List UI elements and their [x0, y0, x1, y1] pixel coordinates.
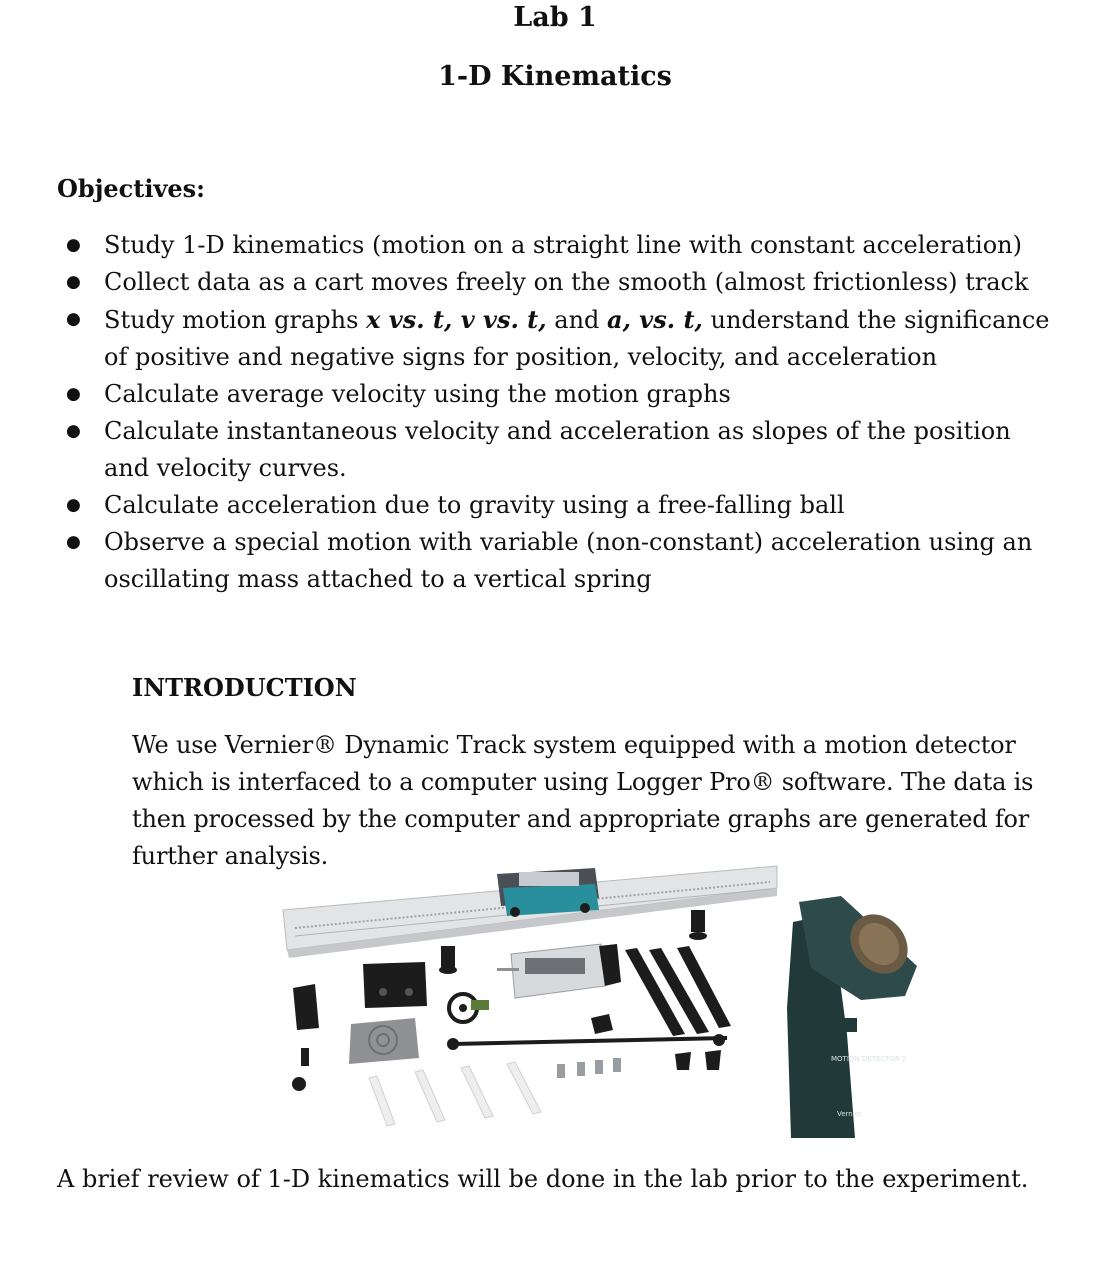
cart-on-track: [497, 868, 599, 917]
bullet-icon: ●: [66, 532, 81, 552]
objective-text: Calculate acceleration due to gravity using a free-falling ball: [104, 491, 845, 519]
bullet-icon: ●: [66, 421, 81, 441]
objective-item: [0, 487, 1060, 524]
objective-item: [0, 301, 1060, 376]
bullet-icon: ●: [66, 384, 81, 404]
objective-text: Study motion graphs: [104, 306, 367, 334]
objective-text: Collect data as a cart moves freely on the smooth (almost frictionless) track: [104, 268, 1029, 296]
bullet-icon: ●: [66, 309, 81, 329]
objective-item: [0, 376, 1060, 413]
objective-emphasis: a, vs. t,: [607, 305, 703, 334]
objective-item: [0, 413, 1060, 487]
objective-text: Observe a special motion with variable (non-constant) acceleration using an oscillating mass attached to a vertical spring: [104, 528, 1033, 593]
objectives-heading: Objectives:: [57, 174, 206, 203]
equipment-illustration: [265, 858, 925, 1144]
bullet-icon: ●: [66, 495, 81, 515]
bullet-icon: ●: [66, 272, 81, 292]
detector-brand: Vernier: [837, 1110, 862, 1118]
objective-item: [0, 264, 1060, 301]
pulley-wheel: [449, 994, 489, 1022]
white-dowels: [369, 1062, 541, 1126]
objective-text: understand the significance of positive and negative signs for position, velocity, and acceleration: [104, 306, 1050, 371]
bullet-icon: ●: [66, 235, 81, 255]
equipment-figure: [265, 858, 925, 1144]
target-plate: [349, 1018, 419, 1064]
page-title: 1-D Kinematics: [438, 61, 672, 92]
objective-text: Study 1-D kinematics (motion on a straight line with constant acceleration): [104, 231, 1022, 259]
lab-number: Lab 1: [513, 2, 597, 33]
detector-label: MOTION DETECTOR 2: [831, 1055, 907, 1063]
plunger-cart: [497, 944, 621, 998]
objective-text: Calculate average velocity using the motion graphs: [104, 380, 731, 408]
motion-detector: [787, 896, 919, 1138]
objectives-list: [0, 227, 1060, 598]
objective-item: [0, 227, 1060, 264]
objective-text: Calculate instantaneous velocity and acceleration as slopes of the position and velocity curves.: [104, 417, 1011, 482]
introduction-heading: INTRODUCTION: [132, 673, 357, 702]
objective-item: [0, 524, 1060, 598]
introduction-text: We use Vernier® Dynamic Track system equipped with a motion detector which is interfaced to a computer using Logger Pro® software. The data is then processed by the computer and appropriate graphs are generated for further analysis.: [132, 731, 1034, 870]
objective-text: and: [546, 306, 608, 334]
closing-text: A brief review of 1-D kinematics will be done in the lab prior to the experiment.: [57, 1165, 1029, 1193]
objective-emphasis: x vs. t, v vs. t,: [366, 305, 547, 334]
